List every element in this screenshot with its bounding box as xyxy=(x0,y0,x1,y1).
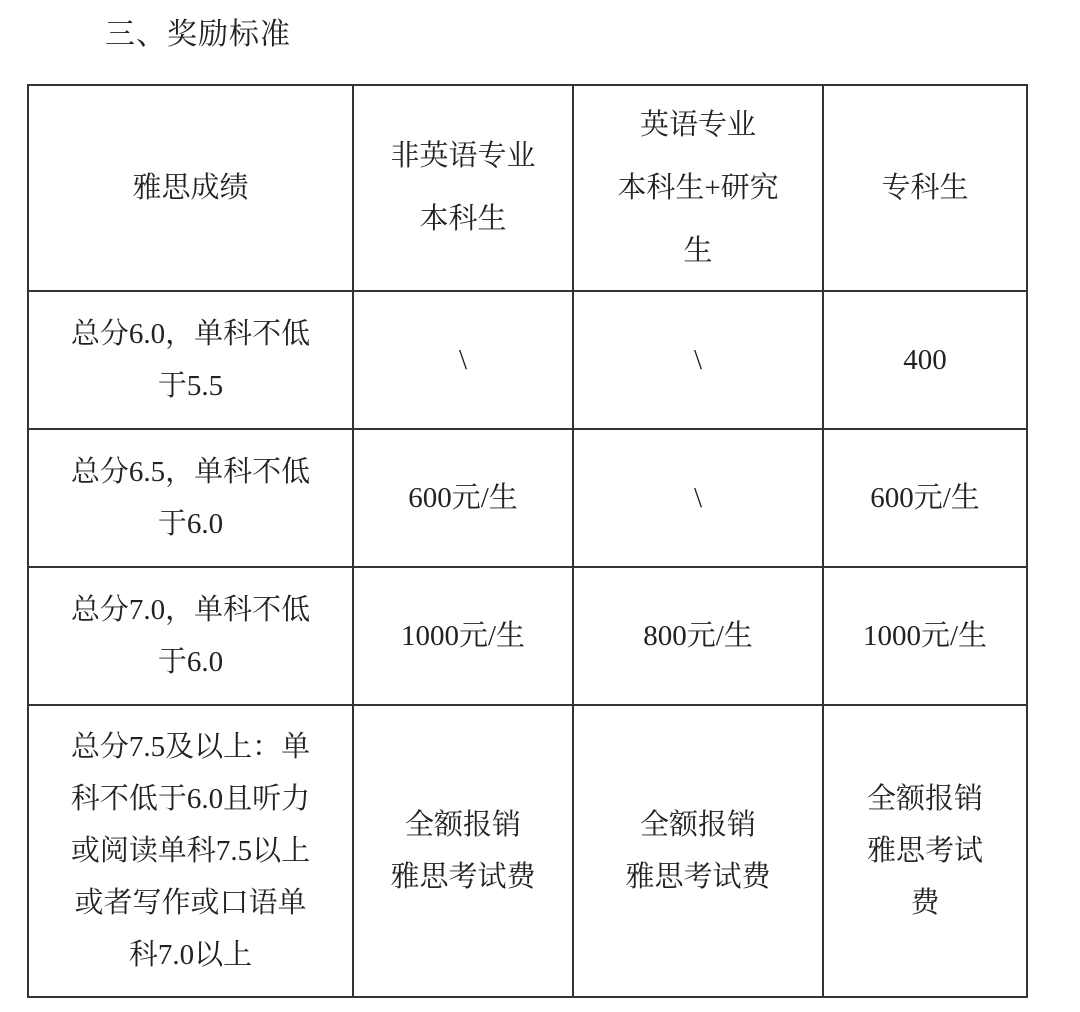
table-row xyxy=(28,705,1027,997)
cell-text-line: 科7.0以上 xyxy=(128,939,253,971)
cell-text-line: 全额报销 xyxy=(866,783,983,815)
cell-text-line: 总分7.5及以上：单 xyxy=(70,731,311,763)
table-cell xyxy=(28,567,353,705)
table-cell xyxy=(28,291,353,429)
cell-text-line: 于6.0 xyxy=(157,646,224,678)
cell-text-line: 费 xyxy=(910,887,940,919)
table-cell xyxy=(823,291,1027,429)
cell-text-line: 试 xyxy=(954,835,984,867)
header-row xyxy=(28,85,1027,291)
header-cell xyxy=(28,85,353,291)
cell-text-line: 或者写作或口语单 xyxy=(74,887,307,919)
section-title: 三、奖励标准 xyxy=(105,18,291,51)
table-row xyxy=(28,429,1027,567)
table-cell xyxy=(353,429,573,567)
reward-standards-table xyxy=(27,84,1028,998)
cell-text-line: 雅思考试费 xyxy=(625,861,771,893)
cell-text-line: \ xyxy=(693,344,703,376)
table-cell xyxy=(823,567,1027,705)
cell-text-line: 400 xyxy=(903,344,947,376)
table-cell xyxy=(28,705,353,997)
cell-text-line: 1000元/生 xyxy=(862,620,988,652)
cell-text-line: 雅思成绩 xyxy=(132,171,249,204)
cell-text-line: 全额报销 xyxy=(404,809,521,841)
cell-text-line: 800元/生 xyxy=(643,620,753,652)
cell-text-line: 专科生 xyxy=(881,171,969,204)
cell-text-line: 科不低于6.0且听力 xyxy=(70,783,311,815)
header-cell xyxy=(353,85,573,291)
cell-text-line: 总分6.5，单科不低 xyxy=(70,456,311,488)
cell-text-line: 非英语专业 xyxy=(390,140,536,172)
header-cell xyxy=(573,85,823,291)
cell-text-line: 生 xyxy=(683,234,713,267)
table-cell xyxy=(573,291,823,429)
cell-text-line: \ xyxy=(458,344,468,376)
cell-text-line: 本科生 xyxy=(419,203,507,235)
cell-text-line-group xyxy=(834,825,1016,877)
cell-text-line: 或阅读单科7.5以上 xyxy=(70,835,311,867)
cell-text-line: 雅思考试费 xyxy=(390,861,536,893)
cell-text-line: 600元/生 xyxy=(408,482,518,514)
cell-text-line: \ xyxy=(693,482,703,514)
cell-text-line: 600元/生 xyxy=(870,482,980,514)
table-cell xyxy=(823,705,1027,997)
cell-text-line: 本科生+研究 xyxy=(617,171,779,204)
header-cell xyxy=(823,85,1027,291)
table-cell xyxy=(28,429,353,567)
cell-text-line: 雅思考 xyxy=(866,835,954,867)
cell-text-line: 于6.0 xyxy=(157,508,224,540)
cell-text-line: 总分7.0，单科不低 xyxy=(70,594,311,626)
cell-text-line: 总分6.0，单科不低 xyxy=(70,318,311,350)
table-cell xyxy=(573,429,823,567)
cell-text-line: 于5.5 xyxy=(157,370,224,402)
table-cell xyxy=(573,567,823,705)
cell-text-line: 全额报销 xyxy=(639,809,756,841)
cell-text-line: 1000元/生 xyxy=(400,620,526,652)
cell-text-line: 英语专业 xyxy=(639,108,756,141)
table-cell xyxy=(353,291,573,429)
table-row xyxy=(28,291,1027,429)
table-cell xyxy=(353,567,573,705)
table-cell xyxy=(823,429,1027,567)
table-cell xyxy=(353,705,573,997)
table-row xyxy=(28,567,1027,705)
table-cell xyxy=(573,705,823,997)
